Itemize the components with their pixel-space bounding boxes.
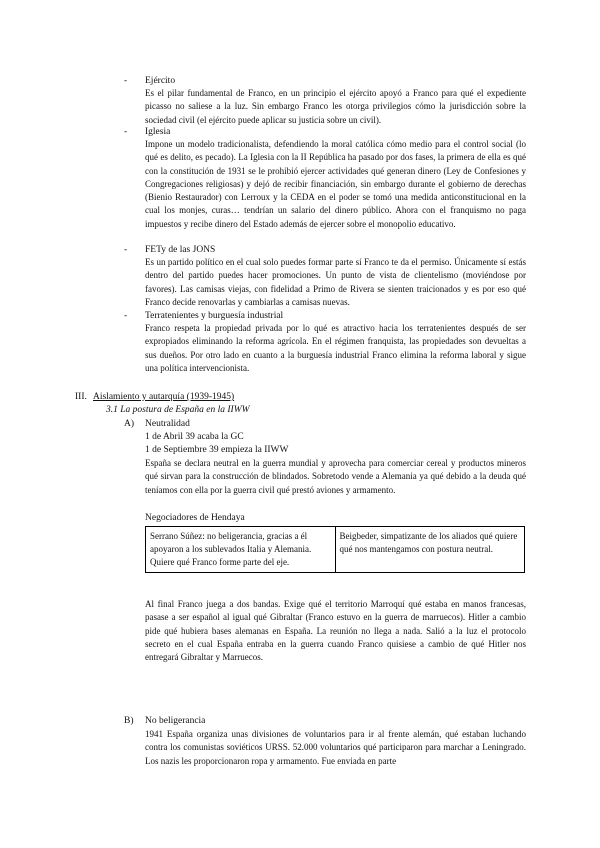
section-heading <box>75 392 234 402</box>
list-dash: - <box>124 127 128 137</box>
date-line-2: 1 de Septiembre 39 empieza la IIWW <box>145 445 289 455</box>
list-item-title-fet: FETy de las JONS <box>145 245 216 255</box>
part-a-title: Neutralidad <box>145 419 190 429</box>
list-dash: - <box>124 245 128 255</box>
table-cell-beigbeder: Beigbeder, simpatizante de los aliados qué quiere qué nos mantengamos con postura neutral. <box>335 527 525 573</box>
subsection-heading: 3.1 La postura de España en la IIWW <box>106 405 250 415</box>
list-item-text-terratenientes: Franco respeta la propiedad privada por lo qué es atractivo hacia los terratenientes después de ser expropiados eliminando la reforma agrícola. En el régimen franquista, las propiedades son devueltas a sus dueños. Por otro lado en cuanto a la burguesía industrial Franco elimina la reforma laboral y sigue una política intervencionista. <box>145 323 526 373</box>
list-item-text-ejercito: Es el pilar fundamental de Franco, en un principio el ejército apoyó a Franco para qué el expediente picasso no saliese a la luz. Sin embargo Franco les otorga privilegios cómo la jurisdicción sobre la sociedad civil (el ejército puede aplicar su justicia sobre un civil). <box>145 88 526 125</box>
part-a-text: España se declara neutral en la guerra mundial y aprovecha para comerciar cereal y productos mineros qué sirvan para la construcción de blindados. Sobretodo vende a Alemania ya qué debido a la deuda qué teníamos con ella por la guerra civil qué prestó aviones y armamento. <box>145 458 526 495</box>
part-b-letter: B) <box>124 716 134 726</box>
part-b-title: No beligerancia <box>145 716 206 726</box>
negotiators-table <box>145 526 525 573</box>
part-b-text: 1941 España organiza unas divisiones de voluntarios para ir al frente alemán, qué estaban luchando contra los comunistas soviéticos URSS. 52.000 voluntarios qué participaron para marchar a Leningrado. Los nazis les proporcionaron ropa y armamento. Fue enviada en parte <box>145 729 526 766</box>
table-caption: Negociadores de Hendaya <box>145 513 245 523</box>
date-line-1: 1 de Abril 39 acaba la GC <box>145 432 244 442</box>
section-title: Aislamiento y autarquía (1939-1945) <box>93 392 235 402</box>
list-item-text-fet: Es un partido político en el cual solo puedes formar parte sí Franco te da el permiso. Únicamente sí estás dentro del partido puedes hacer promociones. Un punto de vista de clientelismo (moviéndose por favores). Las camisas viejas, con fidelidad a Primo de Rivera se sienten traicionados y es por eso qué Franco decide renovarlas y cambiarlas a camisas nuevas. <box>145 257 526 307</box>
part-a-text-2: Al final Franco juega a dos bandas. Exige qué el territorio Marroquí qué estaba en manos francesas, pasase a ser español al igual qué Gibraltar (Franco estuvo en la guerra de marruecos). Hitler a cambio pide qué hubiera bases alemanas en España. La reunión no llega a nada. Salió a la luz el protocolo secreto en el cual España entraba en la guerra cuando Franco quisiese a cambio de qué Hitler nos entregará Gibraltar y Marruecos. <box>145 599 526 663</box>
table-row <box>146 527 525 573</box>
table-cell-serrano: Serrano Súñez: no beligerancia, gracias a él apoyaron a los sublevados Italia y Alemania. Quiere qué Franco forme parte del eje. <box>146 527 336 573</box>
list-item-text-iglesia: Impone un modelo tradicionalista, defendiendo la moral católica cómo medio para el control social (lo qué es delito, es pecado). La Iglesia con la II República ha pasado por dos fases, la primera de ella es qué con la constitución de 1931 se le prohibió ejercer actividades qué generan dinero (Ley de Confesiones y Congregaciones religiosas) y dejó de recibir financiación, sin embargo durante el gobierno de derechas (Bienio Restaurador) con Lerroux y la CEDA en el poder se tomó una medida anticonstitucional en la cual los monjes, curas… tendrían un salario del dinero público. Ahora con el franquismo no paga impuestos y recibe dinero del Estado además de ejercer sobre el monopolio educativo. <box>145 139 526 229</box>
list-item-title-terratenientes: Terratenientes y burguesía industrial <box>145 311 284 321</box>
list-item-title-ejercito: Ejército <box>145 76 176 86</box>
list-dash: - <box>124 311 128 321</box>
part-a-letter: A) <box>124 419 135 429</box>
section-number: III. <box>75 392 87 402</box>
list-dash: - <box>124 76 128 86</box>
list-item-title-iglesia: Iglesia <box>145 127 171 137</box>
